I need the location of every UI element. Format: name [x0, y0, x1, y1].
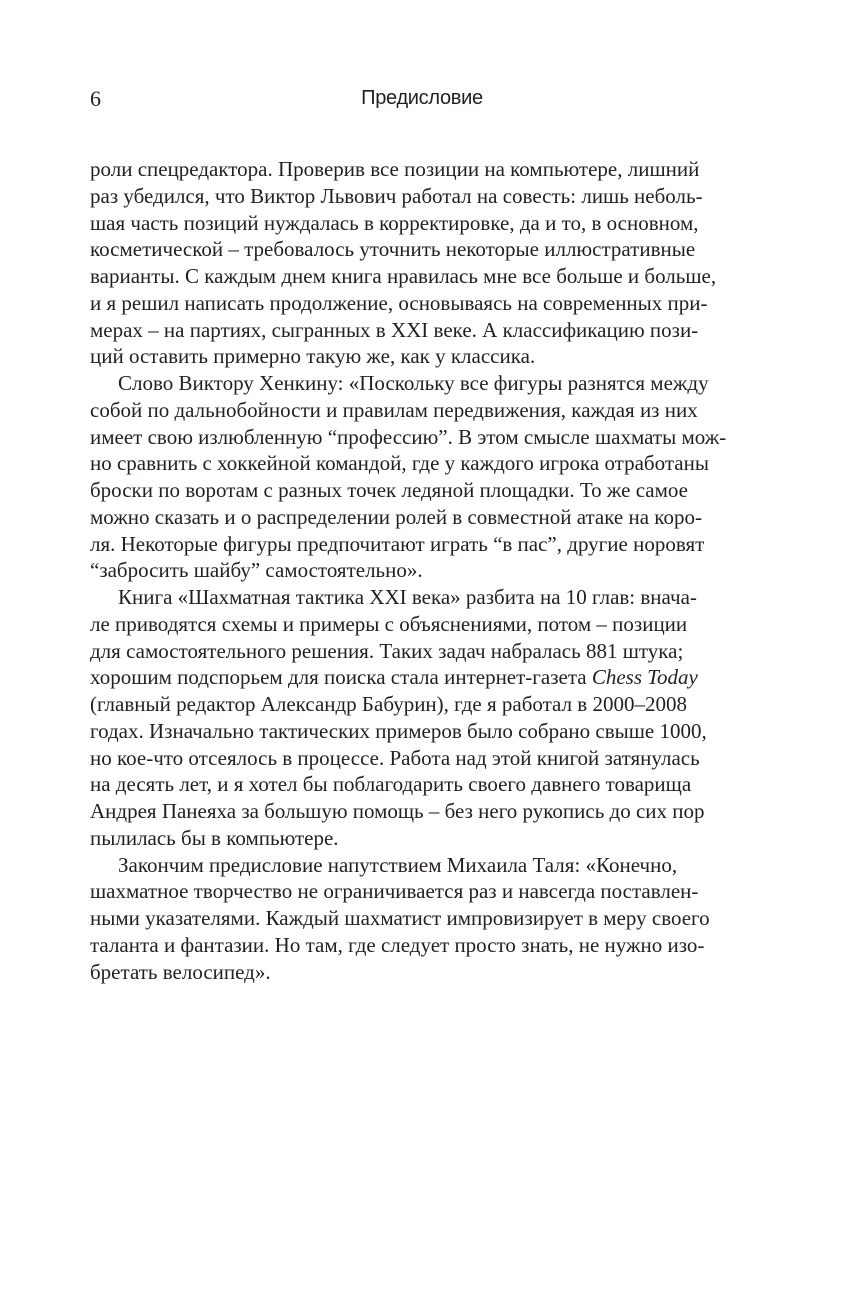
line-text: шахматное творчество не ограничивается раз и навсегда поставлен-	[90, 879, 699, 904]
text-line	[90, 505, 770, 532]
paragraph	[90, 157, 770, 371]
text-line	[90, 558, 770, 585]
text-line	[90, 344, 770, 371]
text-line	[90, 853, 770, 880]
line-text: “забросить шайбу” самостоятельно».	[90, 558, 423, 583]
text-line	[90, 799, 770, 826]
line-text: таланта и фантазии. Но там, где следует просто знать, не нужно изо-	[90, 932, 705, 957]
paragraph	[90, 371, 770, 585]
text-line	[90, 879, 770, 906]
text-line	[90, 746, 770, 773]
line-text: можно сказать и о распределении ролей в совместной атаке на коро-	[90, 504, 702, 529]
line-text: но кое-что отсеялось в процессе. Работа над этой книгой затянулась	[90, 745, 700, 770]
text-line	[90, 933, 770, 960]
line-text: раз убедился, что Виктор Львович работал на совесть: лишь неболь-	[90, 183, 703, 208]
running-title: Предисловие	[361, 87, 483, 109]
line-text: ными указателями. Каждый шахматист импровизирует в меру своего	[90, 906, 710, 930]
text-line	[90, 264, 770, 291]
line-text: косметической – требовалось уточнить некоторые иллюстративные	[90, 237, 696, 262]
line-text: имеет свою излюбленную “профессию”. В этом смысле шахматы мож-	[90, 424, 727, 449]
text-line	[90, 318, 770, 345]
text-line	[90, 478, 770, 505]
line-text: Книга «Шахматная тактика XXI века» разбита на 10 глав: внача-	[118, 585, 697, 609]
text-line	[90, 585, 770, 612]
line-text: роли спецредактора. Проверив все позиции на компьютере, лишний	[90, 157, 700, 181]
text-line	[90, 184, 770, 211]
text-line	[90, 665, 770, 692]
text-line	[90, 211, 770, 238]
line-text: бретать велосипед».	[90, 959, 271, 984]
line-text: Андрея Панеяха за большую помощь – без него рукопись до сих пор	[90, 799, 705, 823]
text-line	[90, 826, 770, 853]
line-text: ле приводятся схемы и примеры с объяснениями, потом – позиции	[90, 611, 688, 636]
line-text: пылилась бы в компьютере.	[90, 825, 339, 850]
text-line	[90, 906, 770, 933]
text-line	[90, 237, 770, 264]
page-number: 6	[90, 86, 101, 111]
text-line	[90, 451, 770, 478]
line-text: шая часть позиций нуждалась в корректировке, да и то, в основном,	[90, 210, 699, 235]
text-line	[90, 425, 770, 452]
line-text: Закончим предисловие напутствием Михаила Таля: «Конечно,	[118, 852, 678, 877]
line-text: мерах – на партиях, сыгранных в XXI веке. А классификацию пози-	[90, 317, 699, 342]
line-text: броски по воротам с разных точек ледяной площадки. То же самое	[90, 478, 688, 502]
text-line	[90, 398, 770, 425]
line-text: ля. Некоторые фигуры предпочитают играть “в пас”, другие норовят	[90, 531, 705, 556]
line-text: собой по дальнобойности и правилам передвижения, каждая из них	[90, 397, 698, 422]
text-line	[90, 692, 770, 719]
line-text: для самостоятельного решения. Таких задач набралась 881 штука;	[90, 638, 684, 663]
line-text: Слово Виктору Хенкину: «Поскольку все фигуры разнятся между	[118, 371, 709, 395]
paragraph	[90, 585, 770, 853]
text-line	[90, 719, 770, 746]
line-text: ций оставить примерно такую же, как у классика.	[90, 344, 536, 369]
line-text: но сравнить с хоккейной командой, где у каждого игрока отработаны	[90, 451, 709, 476]
text-line	[90, 532, 770, 559]
text-line	[90, 371, 770, 398]
text-line	[90, 960, 770, 987]
page-body	[90, 157, 770, 986]
text-line	[90, 157, 770, 184]
text-line	[90, 291, 770, 318]
line-text: на десять лет, и я хотел бы поблагодарить своего давнего товарища	[90, 772, 692, 797]
text-line	[90, 772, 770, 799]
line-text: годах. Изначально тактических примеров было собрано свыше 1000,	[90, 718, 707, 743]
text-line	[90, 612, 770, 639]
paragraph	[90, 853, 770, 987]
line-text: (главный редактор Александр Бабурин), где я работал в 2000–2008	[90, 692, 687, 716]
line-text: хорошим подспорьем для поиска стала интернет-газета	[90, 665, 592, 690]
line-text: и я решил написать продолжение, основываясь на современных при-	[90, 290, 708, 315]
newspaper-name: Chess Today	[591, 665, 698, 690]
text-line	[90, 639, 770, 666]
line-text: варианты. С каждым днем книга нравилась мне все больше и больше,	[90, 264, 717, 288]
